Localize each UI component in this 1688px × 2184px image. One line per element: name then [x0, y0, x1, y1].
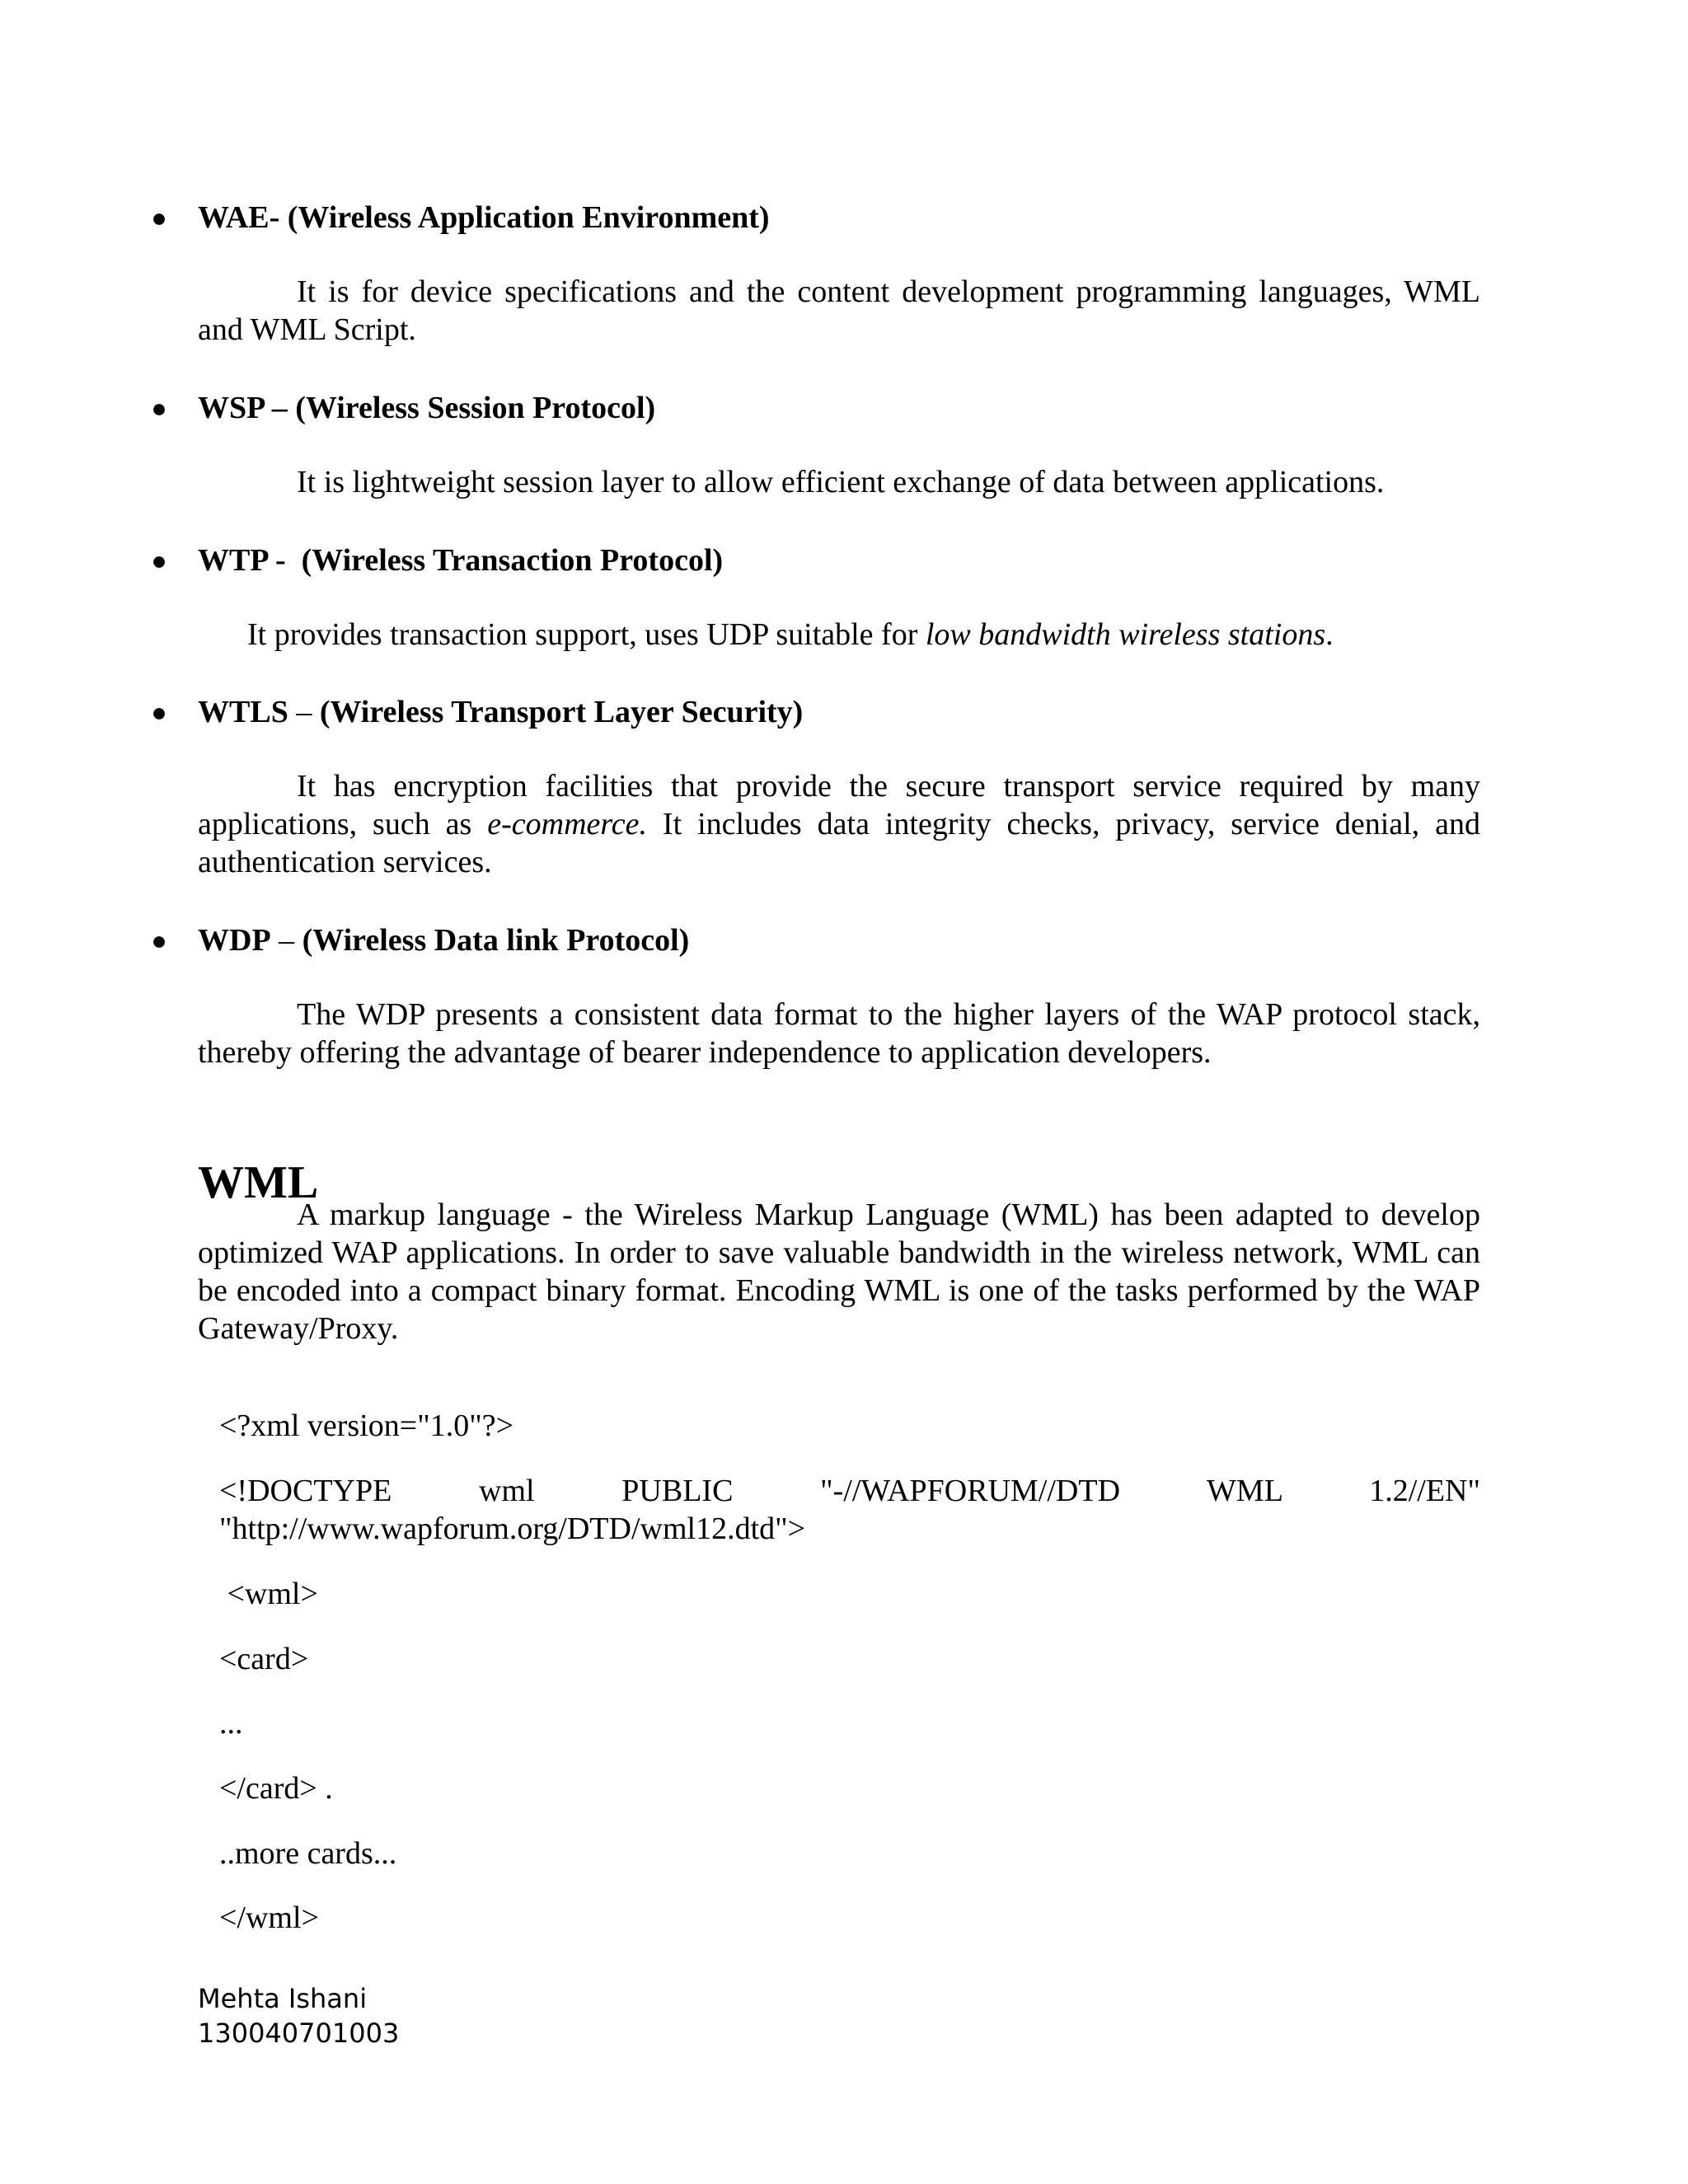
section-abbr: WSP: [198, 391, 265, 425]
section-abbr: WAE-: [198, 200, 280, 235]
bullet-icon: ●: [151, 546, 167, 575]
section-desc-wae: It is for device specifications and the content development programming languages, WML and WML Script.: [198, 274, 1480, 347]
code-card-close: </card> .: [219, 1771, 333, 1806]
section-abbr: WTLS: [198, 695, 288, 729]
code-ellipsis: ...: [219, 1706, 243, 1741]
code-card-open: <card>: [219, 1642, 309, 1676]
code-more-cards: ..more cards...: [219, 1836, 397, 1871]
section-heading-wsp: [198, 389, 655, 427]
wml-heading: WML: [198, 1157, 319, 1208]
section-title: (Wireless Transaction Protocol): [301, 543, 724, 578]
code-wml-open: <wml>: [219, 1577, 318, 1611]
desc-text: .: [1325, 617, 1334, 652]
desc-text: It provides transaction support, uses UDP suitable for: [247, 617, 926, 652]
bullet-icon: ●: [151, 697, 167, 727]
section-title: (Wireless Session Protocol): [295, 391, 656, 425]
section-dash: –: [264, 391, 296, 425]
section-heading-wtp: [198, 541, 723, 579]
section-desc-wdp: The WDP presents a consistent data format to the higher layers of the WAP protocol stack, thereby offering the advantage of bearer independence to application developers.: [198, 997, 1480, 1070]
section-abbr: WDP: [198, 923, 271, 958]
section-title: (Wireless Application Environment): [287, 200, 770, 235]
section-heading-wdp: [198, 921, 689, 959]
section-desc-wsp: It is lightweight session layer to allow efficient exchange of data between applications.: [297, 465, 1385, 499]
section-desc-wtp: [247, 616, 1334, 654]
desc-text: It has encryption facilities that provide the secure transport service required by many applications, such as: [198, 769, 1480, 841]
code-doctype-line1: <!DOCTYPE wml PUBLIC "-//WAPFORUM//DTD WML 1.2//EN": [219, 1474, 1480, 1508]
bullet-icon: ●: [151, 926, 167, 955]
code-wml-close: </wml>: [219, 1900, 319, 1935]
section-heading-wtls: [198, 693, 803, 731]
desc-text: It includes data integrity checks, privacy, service denial, and authentication services.: [198, 807, 1480, 879]
section-heading-wae: [198, 199, 770, 237]
code-xml-declaration: <?xml version="1.0"?>: [219, 1408, 514, 1443]
section-dash: –: [288, 695, 320, 729]
section-title: (Wireless Transport Layer Security): [319, 695, 804, 729]
bullet-icon: ●: [151, 203, 167, 232]
section-dash: –: [270, 923, 302, 958]
footer-author-id: 130040701003: [198, 2018, 400, 2049]
footer-author-name: Mehta Ishani: [198, 1983, 368, 2014]
wml-paragraph: A markup language - the Wireless Markup Language (WML) has been adapted to develop optimized WAP applications. In order to save valuable bandwidth in the wireless network, WML can be encoded into a compact binary format. Encoding WML is one of the tasks performed by the WAP Gateway/Proxy.: [198, 1197, 1480, 1346]
section-title: (Wireless Data link Protocol): [302, 923, 690, 958]
bullet-icon: ●: [151, 393, 167, 423]
section-abbr: WTP: [198, 543, 268, 578]
desc-emphasis: low bandwidth wireless stations: [925, 617, 1326, 652]
desc-emphasis: e-commerce.: [487, 807, 647, 841]
code-doctype-line2: "http://www.wapforum.org/DTD/wml12.dtd">: [219, 1511, 806, 1546]
section-desc-wtls: [198, 767, 1480, 881]
section-dash: -: [267, 543, 302, 578]
